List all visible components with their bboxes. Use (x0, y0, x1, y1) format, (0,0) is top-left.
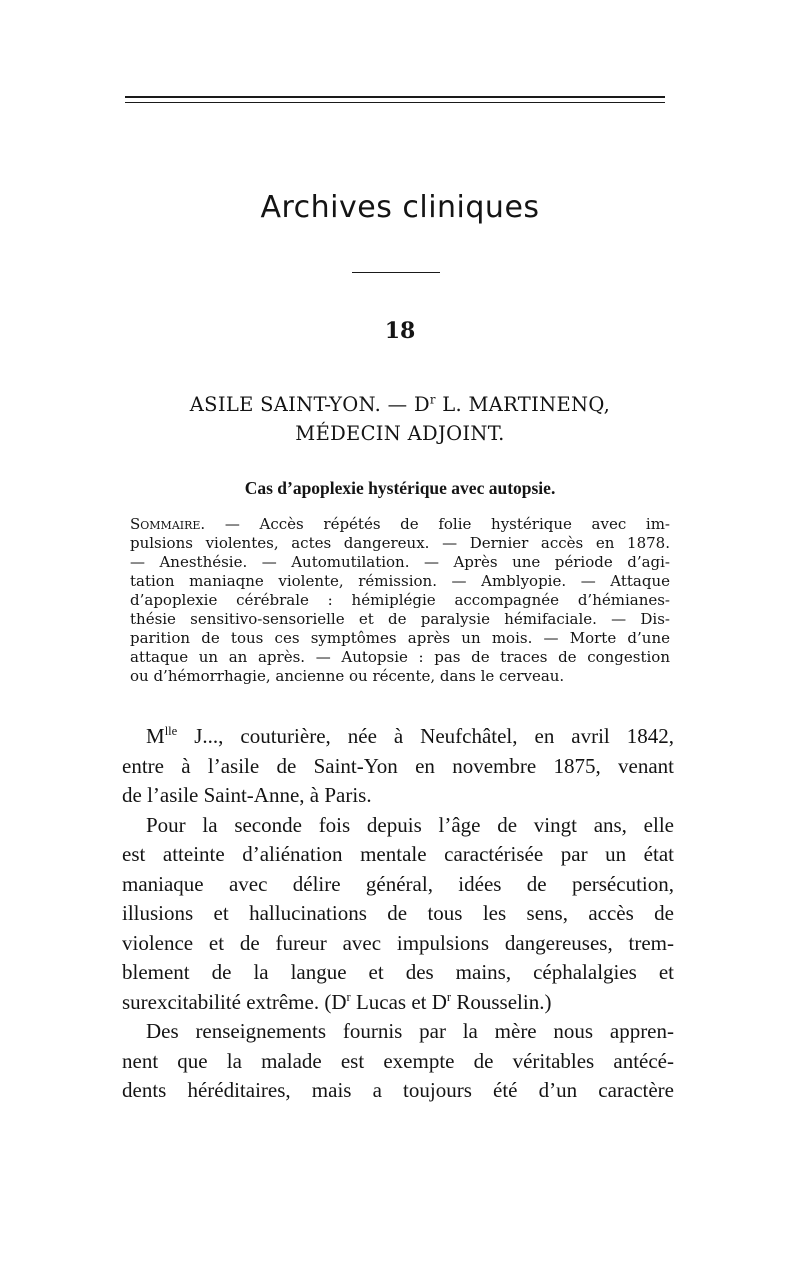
page-title: Archives cliniques (260, 190, 540, 225)
body-line: Pour la seconde fois depuis l’âge de vingt ans, elle (146, 812, 674, 837)
summary-line: thésie sensitivo-sensorielle et de paralysie hémifaciale. — Dis- (130, 610, 670, 628)
summary-block (130, 515, 670, 686)
summary-line: attaque un an après. — Autopsie : pas de traces de congestion (130, 648, 670, 666)
summary-line: Sommaire. — Accès répétés de folie hystérique avec im- (130, 515, 670, 533)
body-line: de l’asile Saint-Anne, à Paris. (122, 783, 372, 807)
summary-line: parition de tous ces symptômes après un mois. — Morte d’une (130, 629, 670, 647)
body-line: illusions et hallucinations de tous les sens, accès de (122, 901, 674, 925)
body-line: entre à l’asile de Saint-Yon en novembre 1875, venant (122, 753, 674, 778)
title-divider (352, 272, 440, 273)
heading-line-2: MÉDECIN ADJOINT. (295, 422, 505, 445)
summary-line: d’apoplexie cérébrale : hémiplégie accompagnée d’hémianes- (130, 591, 670, 609)
header-double-rule-top (125, 96, 665, 98)
body-line: $M^{lle}$ J..., couturière, née à Neufchâtel, en avril 1842, (146, 724, 674, 748)
body-line: Des renseignements fournis par la mère nous appren- (146, 1019, 674, 1043)
summary-line: pulsions violentes, actes dangereux. — Dernier accès en 1878. (130, 534, 670, 552)
summary-line: — Anesthésie. — Automutilation. — Après une période d’agi- (130, 553, 670, 571)
body-line: violence et de fureur avec impulsions dangereuses, trem- (122, 930, 674, 955)
body-text (122, 722, 674, 1106)
body-line: dents héréditaires, mais a toujours été d’un caractère (122, 1078, 674, 1102)
body-line: maniaque avec délire général, idées de persécution, (122, 871, 674, 896)
header-double-rule-bottom (125, 102, 665, 103)
heading-line-1: ASILE SAINT-YON. — $D^r$ L. MARTINENQ, (189, 392, 611, 416)
body-line: nent que la malade est exempte de véritables antécé- (122, 1048, 674, 1073)
article-number: 18 (384, 318, 416, 344)
body-line: blement de la langue et des mains, céphalalgies et (122, 960, 674, 984)
summary-label: Sommaire. (130, 515, 206, 533)
summary-line: ou d’hémorrhagie, ancienne ou récente, dans le cerveau. (130, 667, 565, 685)
body-line: est atteinte d’aliénation mentale caractérisée par un état (122, 842, 674, 866)
summary-line: tation maniaqne violente, rémission. — Amblyopie. — Attaque (130, 572, 670, 590)
body-line: surexcitabilité extrême. ($D^r$ Lucas et $D^r$ Rousselin.) (122, 989, 552, 1014)
case-subtitle: Cas d’apoplexie hystérique avec autopsie. (244, 478, 556, 498)
